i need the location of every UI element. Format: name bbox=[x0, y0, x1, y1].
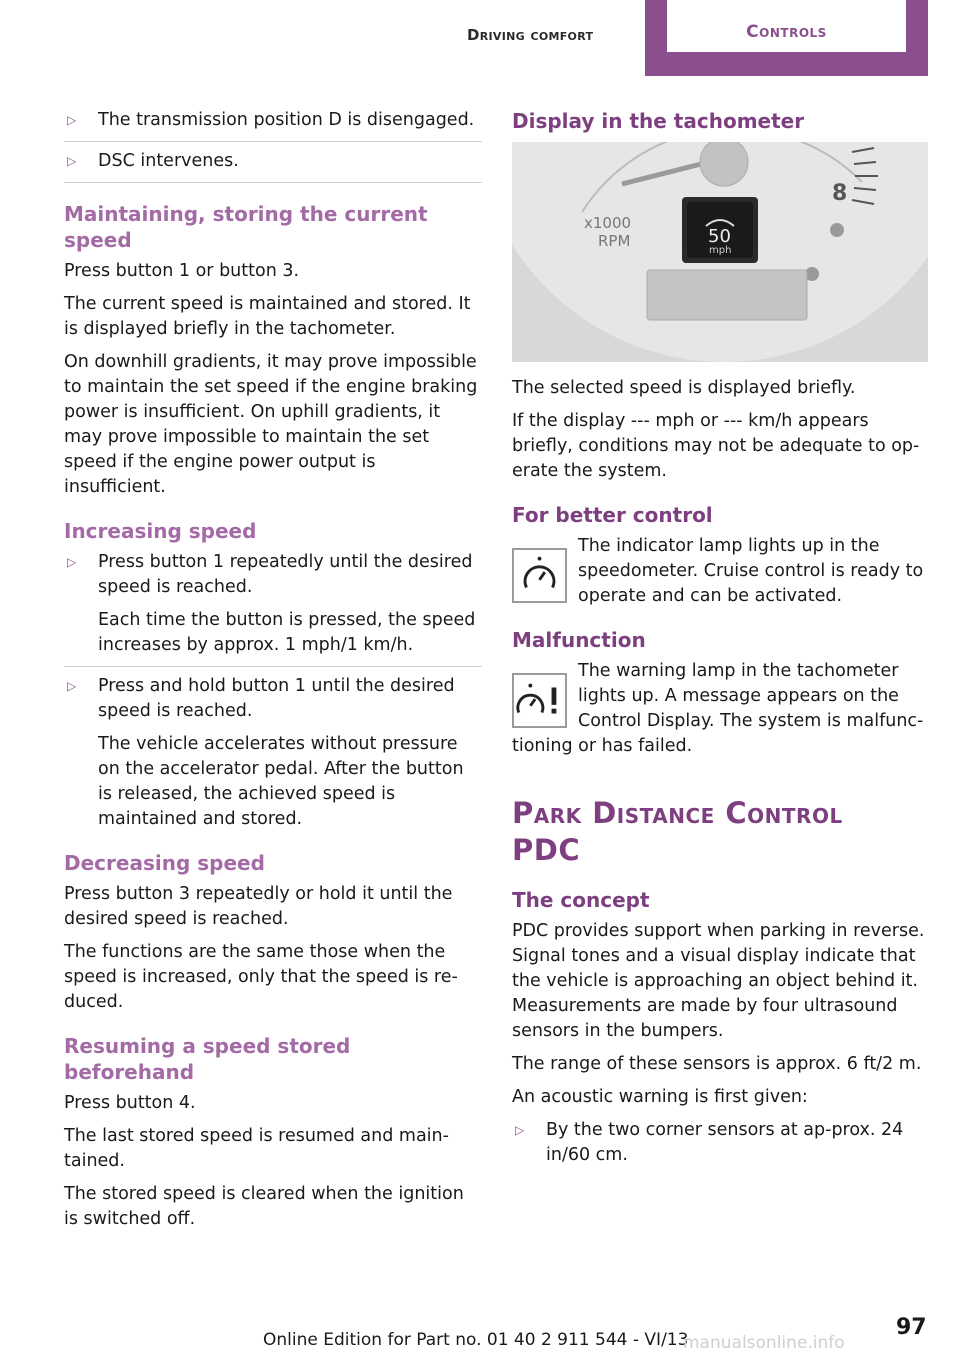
paragraph: If the display --- mph or --- km/h appears briefly, conditions may not be adequate to op‐erate the system. bbox=[512, 411, 920, 481]
list-item-text: DSC intervenes. bbox=[98, 151, 239, 171]
list-item-subtext: Each time the button is pressed, the speed increases by approx. 1 mph/1 km/h. bbox=[98, 610, 476, 655]
paragraph: On downhill gradients, it may prove impossible to maintain the set speed if the engine braking power is insufficient. On uphill gradients, it may prove impossible to maintain the set speed if the engine power output is insufficient. bbox=[64, 352, 478, 497]
list-item-text: Press button 1 repeatedly until the desired speed is reached. bbox=[98, 552, 473, 597]
triangle-right-icon: ▷ bbox=[67, 555, 77, 569]
triangle-right-icon: ▷ bbox=[67, 113, 77, 127]
indicator-row bbox=[512, 534, 930, 609]
paragraph: tioning or has failed. bbox=[512, 736, 693, 756]
paragraph: The stored speed is cleared when the ignition is switched off. bbox=[64, 1184, 464, 1229]
list-item bbox=[64, 550, 482, 667]
paragraph: The functions are the same those when the speed is increased, only that the speed is re‐duced. bbox=[64, 942, 458, 1012]
header-tab bbox=[645, 0, 928, 76]
triangle-right-icon: ▷ bbox=[515, 1123, 525, 1137]
heading-maintaining: Maintaining, storing the current speed bbox=[64, 202, 428, 252]
gauge-number-8: 8 bbox=[832, 181, 848, 206]
heading-decreasing: Decreasing speed bbox=[64, 851, 265, 875]
heading-display: Display in the tachometer bbox=[512, 109, 805, 133]
heading-malfunction: Malfunction bbox=[512, 628, 646, 652]
speed-display-value: 50 bbox=[708, 226, 731, 247]
heading-better-control: For better control bbox=[512, 503, 713, 527]
cruise-control-warning-icon bbox=[512, 673, 567, 728]
paragraph: The last stored speed is resumed and main‐tained. bbox=[64, 1126, 449, 1171]
gauge-unit-1: x1000 bbox=[584, 214, 632, 232]
list-item-subtext: The vehicle accelerates without pressure on the accelerator pedal. After the button is released, the achieved speed is maintained and stored. bbox=[98, 734, 464, 829]
heading-concept: The concept bbox=[512, 888, 650, 912]
paragraph: An acoustic warning is first given: bbox=[512, 1087, 808, 1107]
bullet-list-pdc bbox=[512, 1118, 930, 1168]
paragraph: The current speed is maintained and stored. It is displayed briefly in the tachometer. bbox=[64, 294, 471, 339]
triangle-right-icon: ▷ bbox=[67, 154, 77, 168]
paragraph: The selected speed is displayed briefly. bbox=[512, 378, 856, 398]
header-tab-label-box bbox=[667, 0, 906, 52]
paragraph: PDC provides support when parking in reverse. Signal tones and a visual display indicate that the vehicle is approaching an object behind it. Measurements are made by four ultrasound sensors in the bumpers. bbox=[512, 921, 925, 1041]
header-tab-label: Controls bbox=[746, 22, 827, 42]
list-item-text: By the two corner sensors at ap‐prox. 24 in/60 cm. bbox=[546, 1120, 904, 1165]
lower-display bbox=[647, 270, 807, 320]
gauge-hub bbox=[700, 142, 748, 186]
gauge-unit-2: RPM bbox=[598, 232, 631, 250]
bullet-list-top bbox=[64, 108, 482, 183]
left-column bbox=[64, 108, 482, 1240]
bullet-list-increase bbox=[64, 550, 482, 832]
heading-pdc-title: Park Distance Control bbox=[512, 796, 843, 830]
heading-resuming: Resuming a speed stored beforehand bbox=[64, 1034, 351, 1084]
tachometer-figure bbox=[512, 142, 928, 362]
list-item-text: Press and hold button 1 until the desired speed is reached. bbox=[98, 676, 455, 721]
cruise-control-icon bbox=[512, 548, 567, 603]
list-item-text: The transmission position D is disengaged. bbox=[98, 110, 475, 130]
list-item bbox=[64, 674, 482, 832]
list-item bbox=[64, 108, 482, 142]
paragraph: Press button 3 repeatedly or hold it until the desired speed is reached. bbox=[64, 884, 453, 929]
warning-row bbox=[512, 659, 930, 734]
paragraph: The warning lamp in the tachometer lights up. A message appears on the Control Display. The system is malfunc‐ bbox=[578, 661, 924, 731]
paragraph: The indicator lamp lights up in the speedometer. Cruise control is ready to operate and can be activated. bbox=[578, 536, 924, 606]
paragraph: The range of these sensors is approx. 6 ft/2 m. bbox=[512, 1054, 922, 1074]
gauge-dot bbox=[830, 223, 844, 237]
right-column bbox=[512, 108, 930, 1176]
speed-display-unit: mph bbox=[709, 245, 732, 256]
watermark: manualsonline.info bbox=[683, 1333, 845, 1353]
footer-online-edition: Online Edition for Part no. 01 40 2 911 544 - VI/13 bbox=[263, 1330, 689, 1350]
page-number: 97 bbox=[896, 1315, 927, 1340]
paragraph: Press button 4. bbox=[64, 1093, 196, 1113]
triangle-right-icon: ▷ bbox=[67, 679, 77, 693]
heading-pdc-abbrev: PDC bbox=[512, 833, 581, 867]
header-section: Driving comfort bbox=[467, 26, 594, 44]
list-item bbox=[64, 149, 482, 183]
heading-increasing: Increasing speed bbox=[64, 519, 257, 543]
list-item bbox=[512, 1118, 930, 1168]
paragraph: Press button 1 or button 3. bbox=[64, 261, 300, 281]
